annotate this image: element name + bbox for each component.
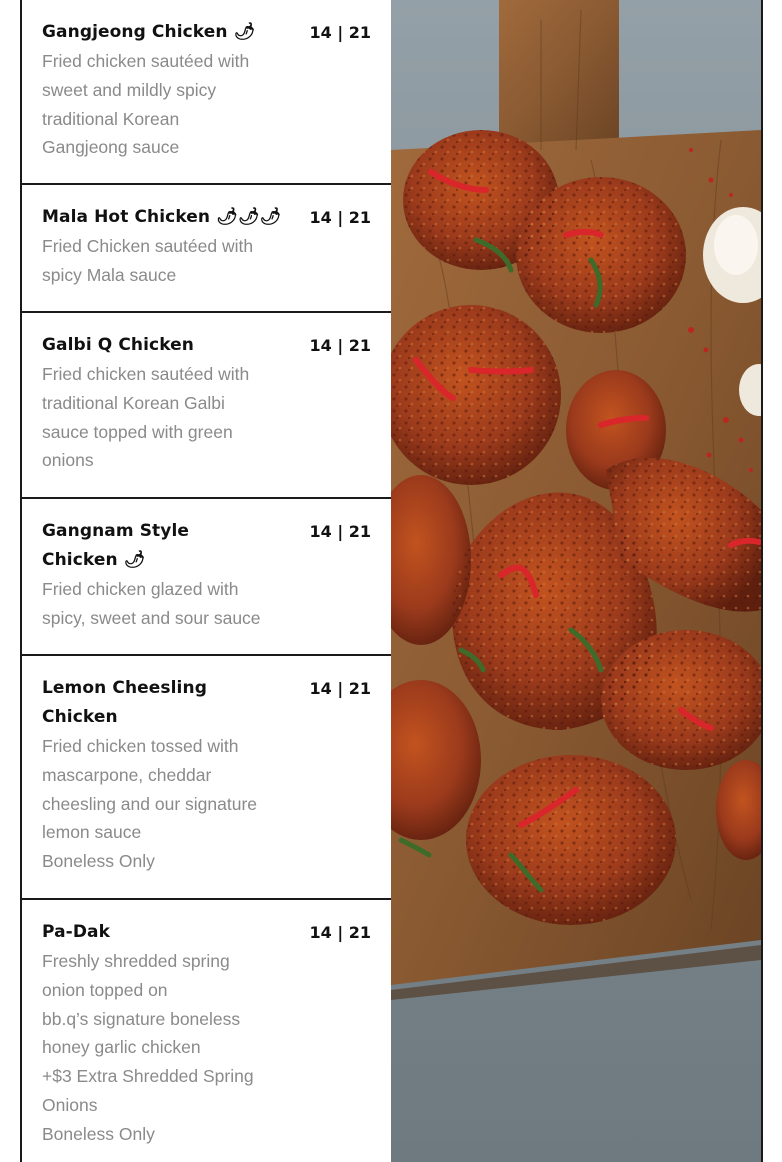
description-line: Freshly shredded spring onion topped on [42, 951, 230, 1000]
item-price: 14 | 21 [309, 923, 371, 942]
item-price: 14 | 21 [309, 679, 371, 698]
menu-item-gangnam-style-chicken [22, 499, 391, 656]
item-price: 14 | 21 [309, 23, 371, 42]
description-line: Boneless Only [42, 851, 155, 872]
item-name: Galbi Q Chicken [42, 335, 195, 355]
description-line: Gangjeong sauce [42, 137, 180, 158]
item-description [42, 47, 274, 162]
description-line: Fried chicken sautéed with traditional Korean Galbi sauce topped with green onions [42, 364, 250, 471]
description-line: Boneless Only [42, 1123, 155, 1144]
menu-item-mala-hot-chicken [22, 185, 391, 313]
item-name: Lemon Cheesling Chicken [42, 678, 207, 727]
item-price: 14 | 21 [309, 522, 371, 541]
menu-item-gangjeong-chicken [22, 0, 391, 185]
right-border [761, 0, 763, 1162]
item-description [42, 232, 274, 290]
menu-item-galbi-q-chicken [22, 313, 391, 499]
fried-chicken-image [391, 0, 761, 1162]
item-description [42, 360, 274, 475]
description-line: Fried chicken glazed with spicy, sweet and sour sauce [42, 579, 261, 628]
description-line: Fried chicken tossed with mascarpone, cheddar cheesling and our signature lemon sauce [42, 736, 258, 843]
food-photo [391, 0, 761, 1162]
menu-item-pa-dak [22, 900, 391, 1162]
item-description [42, 732, 280, 876]
item-description [42, 575, 282, 633]
item-description [42, 947, 274, 1149]
item-name: Mala Hot Chicken 🌶🌶🌶 [42, 207, 282, 227]
item-name: Gangnam Style Chicken 🌶 [42, 521, 190, 570]
board-handle [499, 0, 619, 150]
description-line: Fried chicken sautéed with sweet and mildly spicy traditional Korean [42, 51, 250, 129]
menu-list [20, 0, 393, 1162]
item-price: 14 | 21 [309, 336, 371, 355]
item-name: Pa-Dak [42, 922, 111, 942]
item-name: Gangjeong Chicken 🌶 [42, 22, 256, 42]
description-line: +$3 Extra Shredded Spring Onions [42, 1066, 254, 1115]
menu-item-lemon-cheesling-chicken [22, 656, 391, 900]
item-price: 14 | 21 [309, 208, 371, 227]
description-line: bb.q’s signature boneless honey garlic chicken [42, 1008, 241, 1058]
description-line: Fried Chicken sautéed with spicy Mala sauce [42, 236, 254, 285]
